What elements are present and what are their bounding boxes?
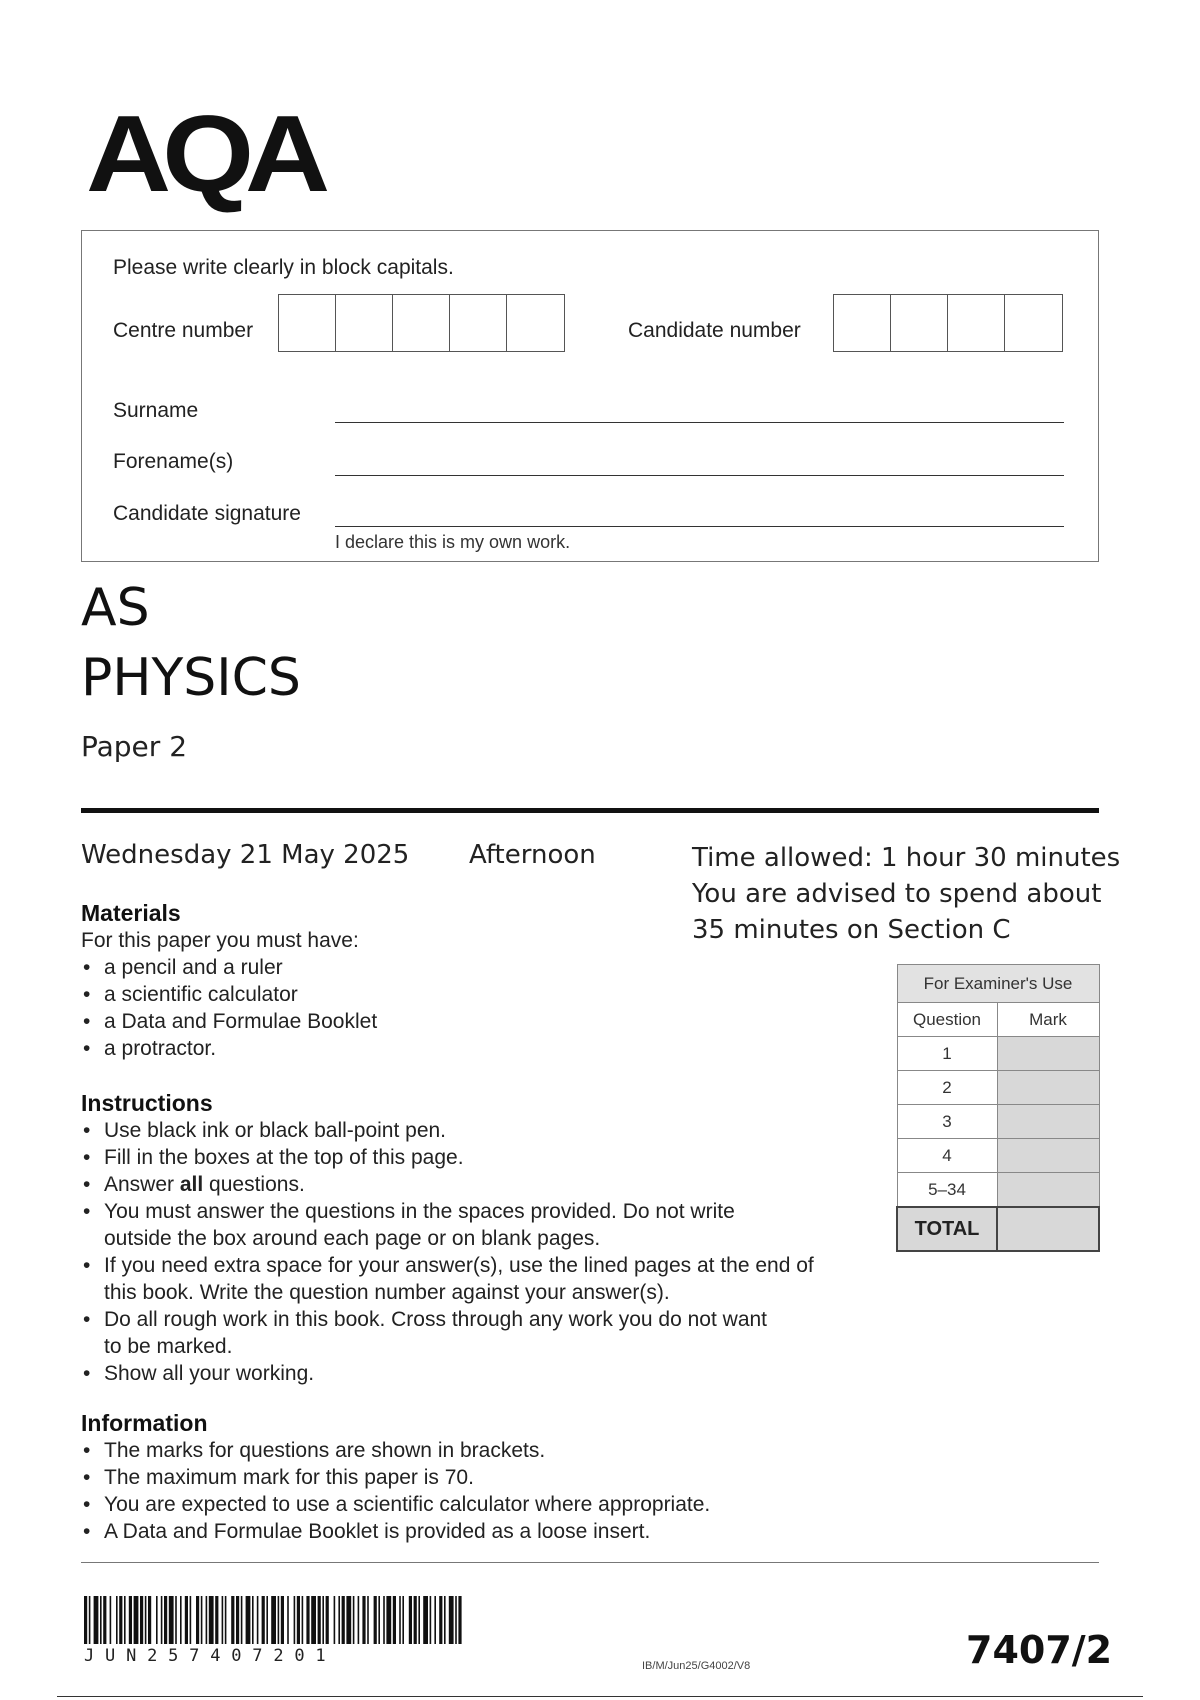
barcode-bar: [383, 1596, 385, 1644]
exam-date: Wednesday 21 May 2025: [81, 840, 410, 870]
exam-level: AS: [81, 578, 150, 638]
barcode-bar: [374, 1596, 377, 1644]
candidate-number-digit[interactable]: [1005, 295, 1062, 351]
candidate-number-boxes[interactable]: [833, 294, 1063, 352]
information-heading: Information: [81, 1410, 208, 1436]
barcode-bar: [110, 1596, 112, 1644]
centre-number-digit[interactable]: [279, 295, 336, 351]
list-item-line: • You must answer the questions in the spaces provided. Do not write: [104, 1200, 735, 1223]
list-item-line: outside the box around each page or on blank pages.: [104, 1227, 601, 1250]
instructions-heading: Instructions: [81, 1090, 213, 1116]
mark-cell: [997, 1037, 1099, 1071]
candidate-number-digit[interactable]: [891, 295, 948, 351]
centre-number-digit[interactable]: [336, 295, 393, 351]
question-number: 3: [897, 1105, 997, 1139]
block-capitals-instruction: Please write clearly in block capitals.: [113, 256, 454, 279]
table-row: [897, 1037, 1099, 1071]
barcode-bar: [180, 1596, 182, 1644]
instructions-section: [81, 1090, 881, 1387]
barcode-bar: [266, 1596, 268, 1644]
barcode-bar: [458, 1596, 461, 1644]
list-item: [81, 1198, 881, 1252]
barcode-bar: [393, 1596, 396, 1644]
barcode-bar: [278, 1596, 280, 1644]
advice-line: 35 minutes on Section C: [692, 915, 1011, 945]
paper-number: Paper 2: [81, 730, 188, 763]
barcode-bar: [209, 1596, 214, 1644]
barcode-bar: [338, 1596, 340, 1644]
barcode-bar: [148, 1596, 151, 1644]
list-item: • The maximum mark for this paper is 70.: [81, 1464, 881, 1491]
barcode-bar: [353, 1596, 355, 1644]
table-row: [897, 1139, 1099, 1173]
question-number: 4: [897, 1139, 997, 1173]
centre-number-label: Centre number: [113, 319, 254, 342]
advice-line: You are advised to spend about: [692, 879, 1102, 909]
exam-subject: PHYSICS: [81, 648, 301, 708]
barcode-bar: [318, 1596, 321, 1644]
barcode-bar: [156, 1596, 158, 1644]
materials-heading: Materials: [81, 900, 181, 926]
aqa-logo: AQA: [86, 93, 322, 215]
barcode-bar: [252, 1596, 254, 1644]
barcode-bar: [196, 1596, 199, 1644]
centre-number-digit[interactable]: [450, 295, 507, 351]
signature-field[interactable]: [335, 526, 1064, 527]
barcode-bar: [134, 1596, 139, 1644]
list-item: • a Data and Formulae Booklet: [81, 1008, 861, 1035]
forenames-field[interactable]: [335, 475, 1064, 476]
barcode-bar: [84, 1596, 87, 1644]
barcode-bar: [287, 1596, 289, 1644]
list-item: • Fill in the boxes at the top of this page.: [81, 1144, 881, 1171]
time-allowed: Time allowed: 1 hour 30 minutes: [692, 843, 1121, 873]
barcode-bar: [206, 1596, 208, 1644]
barcode-bar: [297, 1596, 300, 1644]
barcode-bar: [342, 1596, 345, 1644]
barcode-bar: [175, 1596, 177, 1644]
materials-section: [81, 900, 861, 1062]
list-item-line: • If you need extra space for your answer(s), use the lined pages at the end of: [104, 1254, 814, 1277]
question-number: 1: [897, 1037, 997, 1071]
barcode-bar: [294, 1596, 296, 1644]
barcode-bar: [367, 1596, 369, 1644]
materials-list: [81, 954, 861, 1062]
list-item: • a pencil and a ruler: [81, 954, 861, 981]
surname-label: Surname: [113, 399, 199, 422]
barcode-text: JUN257407201: [84, 1646, 337, 1666]
page-bottom-rule: [57, 1696, 1143, 1697]
reference-code: IB/M/Jun25/G4002/V8: [642, 1660, 751, 1672]
forenames-label: Forename(s): [113, 450, 234, 473]
barcode-bar: [378, 1596, 380, 1644]
list-item: • a scientific calculator: [81, 981, 861, 1008]
candidate-number-digit[interactable]: [948, 295, 1005, 351]
barcode-bar: [257, 1596, 259, 1644]
question-number: 5–34: [897, 1173, 997, 1208]
barcode-bar: [326, 1596, 329, 1644]
barcode-bar: [334, 1596, 336, 1644]
barcode-bar: [145, 1596, 147, 1644]
barcode-bar: [190, 1596, 192, 1644]
barcode-bar: [449, 1596, 454, 1644]
candidate-number-digit[interactable]: [834, 295, 891, 351]
barcode-bar: [116, 1596, 118, 1644]
candidate-number-label: Candidate number: [628, 319, 801, 342]
barcode-bar: [140, 1596, 143, 1644]
list-item: • Show all your working.: [81, 1360, 881, 1387]
list-item-line: to be marked.: [104, 1335, 233, 1358]
surname-field[interactable]: [335, 422, 1064, 423]
total-row: [897, 1207, 1099, 1251]
examiner-use-table: [896, 964, 1100, 1252]
list-item: [81, 1252, 881, 1306]
barcode-bar: [409, 1596, 412, 1644]
barcode-bar: [306, 1596, 309, 1644]
declaration-text: I declare this is my own work.: [335, 532, 571, 552]
barcode-bar: [386, 1596, 391, 1644]
barcode-bar: [185, 1596, 188, 1644]
barcode-bar: [119, 1596, 122, 1644]
centre-number-digit[interactable]: [507, 295, 564, 351]
barcode-bar: [322, 1596, 324, 1644]
centre-number-boxes[interactable]: [278, 294, 565, 352]
barcode-bar: [231, 1596, 234, 1644]
barcode-bar: [89, 1596, 91, 1644]
barcode-bar: [222, 1596, 224, 1644]
information-list: [81, 1437, 881, 1545]
list-item: • The marks for questions are shown in brackets.: [81, 1437, 881, 1464]
mark-cell: [997, 1105, 1099, 1139]
barcode-bar: [225, 1596, 227, 1644]
table-row: [897, 1105, 1099, 1139]
exam-session: Afternoon: [469, 840, 596, 870]
information-section: [81, 1410, 881, 1545]
list-item: [81, 1171, 881, 1198]
barcode-bar: [423, 1596, 428, 1644]
list-item-line: • Do all rough work in this book. Cross through any work you do not want: [104, 1308, 768, 1331]
list-item: • Use black ink or black ball-point pen.: [81, 1117, 881, 1144]
emphasis: all: [179, 1173, 204, 1196]
barcode-bar: [414, 1596, 417, 1644]
barcode-bar: [418, 1596, 420, 1644]
barcode-bar: [430, 1596, 432, 1644]
footer-divider: [81, 1562, 1099, 1563]
barcode-bar: [262, 1596, 265, 1644]
barcode-bar: [215, 1596, 218, 1644]
table-row: [897, 1173, 1099, 1208]
barcode-bar: [129, 1596, 132, 1644]
barcode-bar: [103, 1596, 106, 1644]
list-item: • A Data and Formulae Booklet is provided as a loose insert.: [81, 1518, 881, 1545]
barcode-bar: [161, 1596, 163, 1644]
barcode-bar: [241, 1596, 243, 1644]
barcode-bar: [164, 1596, 167, 1644]
list-item: • a protractor.: [81, 1035, 861, 1062]
list-item-line: this book. Write the question number against your answer(s).: [104, 1281, 670, 1304]
centre-number-digit[interactable]: [393, 295, 450, 351]
list-item: • You are expected to use a scientific calculator where appropriate.: [81, 1491, 881, 1518]
barcode-bar: [271, 1596, 276, 1644]
barcode-bar: [169, 1596, 174, 1644]
barcode-bar: [311, 1596, 316, 1644]
paper-code: 7407/2: [966, 1628, 1113, 1672]
list-item: [81, 1306, 881, 1360]
mark-column-header: Mark: [997, 1003, 1099, 1037]
barcode-bar: [281, 1596, 284, 1644]
mark-cell: [997, 1173, 1099, 1208]
barcode: [84, 1596, 464, 1644]
instructions-list: [81, 1117, 881, 1387]
barcode-bar: [100, 1596, 102, 1644]
barcode-bar: [434, 1596, 436, 1644]
materials-intro: For this paper you must have:: [81, 929, 359, 952]
barcode-bar: [94, 1596, 99, 1644]
total-label: TOTAL: [897, 1207, 997, 1251]
barcode-bar: [402, 1596, 404, 1644]
barcode-bar: [302, 1596, 304, 1644]
examiner-table-title: For Examiner's Use: [897, 965, 1099, 1003]
barcode-bar: [358, 1596, 360, 1644]
divider: [81, 808, 1099, 813]
table-row: [897, 1071, 1099, 1105]
barcode-bar: [246, 1596, 251, 1644]
text-fragment: questions.: [203, 1173, 305, 1196]
barcode-bar: [399, 1596, 401, 1644]
total-mark-cell: [997, 1207, 1099, 1251]
barcode-bar: [201, 1596, 203, 1644]
barcode-bar: [444, 1596, 446, 1644]
question-column-header: Question: [897, 1003, 997, 1037]
barcode-bar: [236, 1596, 239, 1644]
text-fragment: Answer: [104, 1173, 180, 1196]
barcode-bar: [362, 1596, 365, 1644]
barcode-bar: [439, 1596, 442, 1644]
barcode-bar: [455, 1596, 457, 1644]
barcode-bar: [124, 1596, 126, 1644]
signature-label: Candidate signature: [113, 502, 301, 525]
mark-cell: [997, 1139, 1099, 1173]
question-number: 2: [897, 1071, 997, 1105]
barcode-bar: [346, 1596, 351, 1644]
mark-cell: [997, 1071, 1099, 1105]
